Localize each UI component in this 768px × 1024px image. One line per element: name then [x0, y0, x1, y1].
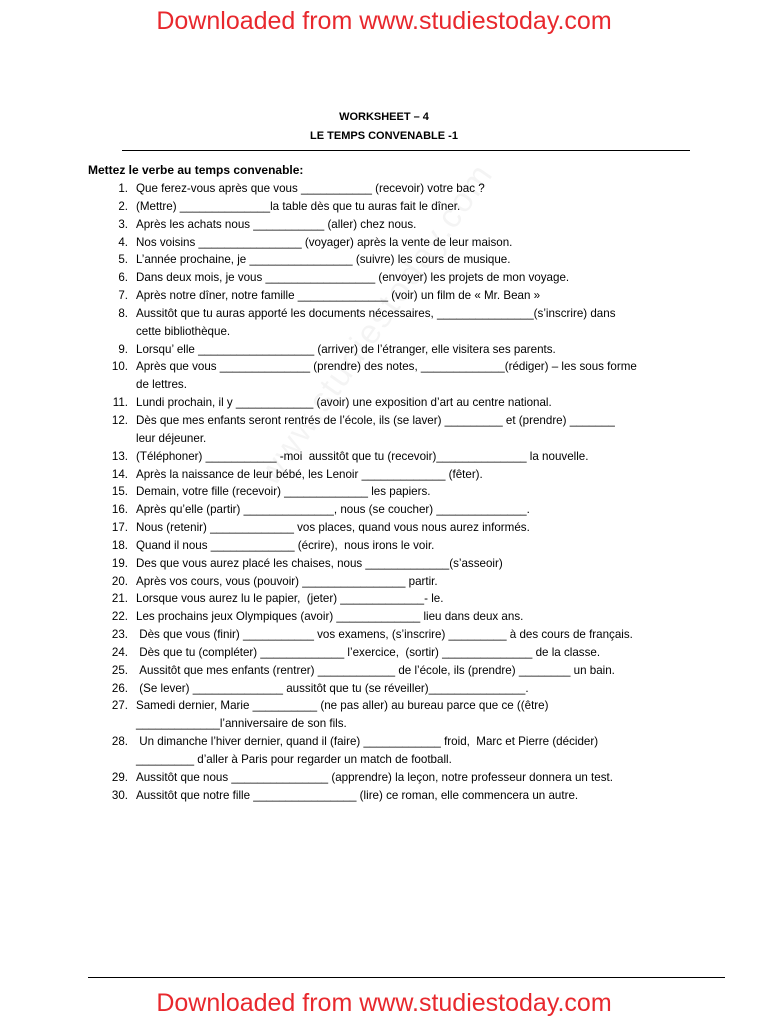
question-number: 19.	[111, 556, 128, 570]
question-number: 21.	[111, 592, 128, 606]
question-item	[92, 412, 732, 448]
question-number: 12.	[111, 413, 128, 427]
question-item	[92, 626, 732, 644]
question-text: Aussitôt que notre fille ________________ (lire) ce roman, elle commencera un autre.	[136, 788, 579, 802]
question-item	[92, 198, 732, 216]
question-number: 3.	[118, 217, 128, 231]
question-text: L’année prochaine, je ________________ (suivre) les cours de musique.	[136, 253, 511, 267]
question-text: Un dimanche l’hiver dernier, quand il (faire) ____________ froid, Marc et Pierre (décider) _________ d’aller à Paris pour regarder un match de football.	[136, 735, 599, 766]
question-item	[92, 519, 732, 537]
question-text: Aussitôt que mes enfants (rentrer) ____________ de l’école, ils (prendre) ________ un bain.	[136, 663, 615, 677]
question-text: Dès que tu (compléter) _____________ l’exercice, (sortir) ______________ de la classe.	[136, 645, 601, 659]
question-item	[92, 251, 732, 269]
question-item	[92, 644, 732, 662]
question-number: 15.	[111, 485, 128, 499]
question-text: (Se lever) ______________ aussitôt que tu (se réveiller)_______________.	[136, 681, 529, 695]
question-text: Lorsqu’ elle __________________ (arriver) de l’étranger, elle visitera ses parents.	[136, 342, 556, 356]
question-item	[92, 466, 732, 484]
question-text: Après vos cours, vous (pouvoir) ________________ partir.	[136, 574, 438, 588]
question-text: Après la naissance de leur bébé, les Lenoir _____________ (fêter).	[136, 467, 483, 481]
question-text: Que ferez-vous après que vous ___________ (recevoir) votre bac ?	[136, 182, 485, 195]
question-text: Quand il nous _____________ (écrire), nous irons le voir.	[136, 538, 435, 552]
question-item	[92, 697, 732, 733]
question-number: 22.	[111, 610, 128, 624]
question-text: Samedi dernier, Marie __________ (ne pas aller) au bureau parce que ce ((être) _____________l’anniversaire de son fils.	[136, 699, 549, 731]
question-number: 9.	[118, 342, 128, 356]
question-item	[92, 341, 732, 359]
header-banner-link[interactable]: Downloaded from www.studiestoday.com	[156, 7, 612, 35]
question-number: 1.	[118, 182, 128, 195]
question-item	[92, 483, 732, 501]
question-text: Nos voisins ________________ (voyager) après la vente de leur maison.	[136, 235, 513, 249]
question-item	[92, 394, 732, 412]
question-number: 8.	[118, 306, 128, 320]
question-text: Demain, votre fille (recevoir) _____________ les papiers.	[136, 485, 431, 499]
question-text: Aussitôt que tu auras apporté les documents nécessaires, _______________(s’inscrire) dans cette bibliothèque.	[136, 306, 616, 338]
question-item	[92, 787, 732, 805]
question-number: 30.	[111, 788, 128, 802]
question-list	[92, 180, 732, 805]
question-item	[92, 287, 732, 305]
question-text: Après les achats nous ___________ (aller) chez nous.	[136, 217, 417, 231]
question-item	[92, 680, 732, 698]
question-text: Dès que vous (finir) ___________ vos examens, (s’inscrire) _________ à des cours de français.	[136, 628, 633, 642]
question-item	[92, 573, 732, 591]
question-item	[92, 358, 732, 394]
question-text: Lundi prochain, il y ____________ (avoir) une exposition d’art au centre national.	[136, 396, 552, 410]
question-number: 10.	[111, 360, 128, 374]
question-number: 5.	[118, 253, 128, 267]
question-number: 27.	[111, 699, 128, 713]
worksheet-subtitle: LE TEMPS CONVENABLE -1	[310, 130, 458, 142]
question-item	[92, 180, 732, 198]
question-item	[92, 501, 732, 519]
question-number: 4.	[118, 235, 128, 249]
question-item	[92, 555, 732, 573]
question-number: 28.	[111, 735, 128, 749]
question-number: 11.	[112, 396, 128, 410]
question-number: 20.	[111, 574, 128, 588]
question-text: (Mettre) ______________la table dès que tu auras fait le dîner.	[136, 199, 461, 213]
question-number: 16.	[111, 503, 128, 517]
footer-banner-link[interactable]: Downloaded from www.studiestoday.com	[156, 989, 612, 1017]
footer-divider	[88, 977, 725, 978]
question-number: 17.	[111, 521, 128, 535]
question-number: 25.	[111, 663, 128, 677]
question-item	[92, 216, 732, 234]
question-number: 2.	[118, 199, 128, 213]
question-text: Dans deux mois, je vous _________________ (envoyer) les projets de mon voyage.	[136, 271, 570, 285]
question-item	[92, 305, 732, 341]
question-text: Aussitôt que nous _______________ (apprendre) la leçon, notre professeur donnera un test.	[136, 770, 613, 784]
question-number: 13.	[111, 449, 128, 463]
question-item	[92, 769, 732, 787]
instruction-text: Mettez le verbe au temps convenable:	[88, 163, 304, 177]
question-item	[92, 590, 732, 608]
question-number: 29.	[111, 770, 128, 784]
question-item	[92, 662, 732, 680]
question-text: Nous (retenir) _____________ vos places, quand vous nous aurez informés.	[136, 521, 530, 535]
question-text: Après que vous ______________ (prendre) des notes, _____________(rédiger) – les sous forme de lettres.	[136, 360, 637, 392]
question-text: Après notre dîner, notre famille ______________ (voir) un film de « Mr. Bean »	[136, 289, 541, 303]
question-item	[92, 448, 732, 466]
question-number: 7.	[118, 289, 128, 303]
question-number: 18.	[111, 538, 128, 552]
question-text: Des que vous aurez placé les chaises, nous _____________(s’asseoir)	[136, 556, 503, 570]
question-number: 6.	[118, 271, 128, 285]
question-number: 24.	[111, 645, 128, 659]
question-number: 14.	[111, 467, 128, 481]
question-text: (Téléphoner) ___________ -moi aussitôt que tu (recevoir)______________ la nouvelle.	[136, 449, 589, 463]
question-item	[92, 234, 732, 252]
question-item	[92, 537, 732, 555]
question-number: 26.	[111, 681, 128, 695]
question-item	[92, 269, 732, 287]
question-text: Après qu’elle (partir) ______________, nous (se coucher) ______________.	[136, 503, 530, 517]
question-text: Les prochains jeux Olympiques (avoir) _____________ lieu dans deux ans.	[136, 610, 524, 624]
title-divider	[122, 150, 690, 151]
question-text: Dès que mes enfants seront rentrés de l’école, ils (se laver) _________ et (prendre) _______ leur déjeuner.	[136, 413, 615, 445]
question-number: 23.	[111, 628, 128, 642]
question-item	[92, 733, 732, 769]
worksheet-title: WORKSHEET – 4	[339, 111, 429, 123]
question-text: Lorsque vous aurez lu le papier, (jeter) _____________- le.	[136, 592, 444, 606]
question-item	[92, 608, 732, 626]
